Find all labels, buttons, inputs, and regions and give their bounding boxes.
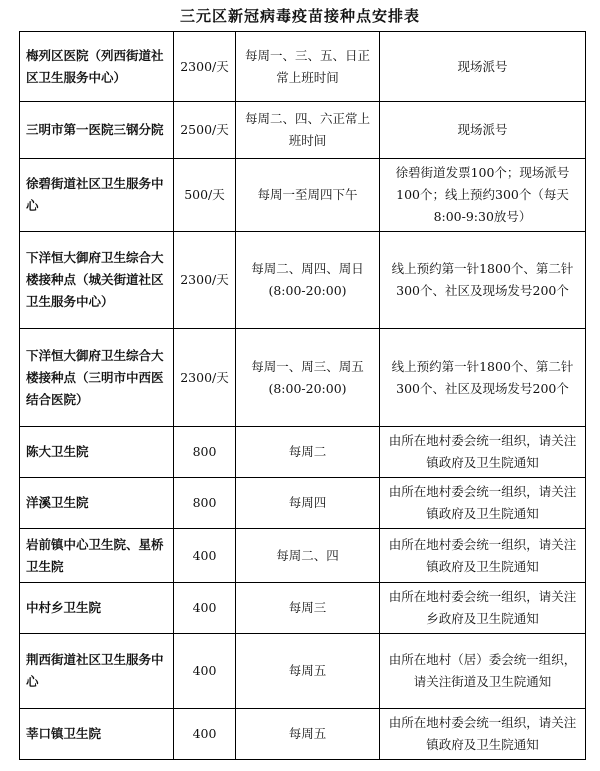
time-cell: 每周二、四	[236, 529, 380, 583]
table-row	[20, 102, 586, 159]
time-cell: 每周一、三、五、日正常上班时间	[236, 32, 380, 102]
quantity-cell: 2300/天	[174, 329, 236, 427]
site-cell: 洋溪卫生院	[20, 478, 174, 529]
note-cell: 现场派号	[380, 102, 586, 159]
site-cell: 下洋恒大御府卫生综合大楼接种点（城关街道社区卫生服务中心）	[20, 232, 174, 329]
table-row	[20, 583, 586, 634]
note-cell: 由所在地村委会统一组织，请关注镇政府及卫生院通知	[380, 478, 586, 529]
quantity-cell: 500/天	[174, 159, 236, 232]
table-row	[20, 634, 586, 709]
site-cell: 下洋恒大御府卫生综合大楼接种点（三明市中西医结合医院）	[20, 329, 174, 427]
note-cell: 由所在地村委会统一组织，请关注镇政府及卫生院通知	[380, 427, 586, 478]
time-cell: 每周五	[236, 709, 380, 760]
note-cell: 线上预约第一针1800个、第二针300个、社区及现场发号200个	[380, 329, 586, 427]
quantity-cell: 400	[174, 709, 236, 760]
quantity-cell: 400	[174, 634, 236, 709]
table-row	[20, 478, 586, 529]
site-cell: 岩前镇中心卫生院、星桥卫生院	[20, 529, 174, 583]
note-cell: 由所在地村委会统一组织，请关注镇政府及卫生院通知	[380, 709, 586, 760]
time-cell: 每周二、四、六正常上班时间	[236, 102, 380, 159]
time-cell: 每周四	[236, 478, 380, 529]
quantity-cell: 2500/天	[174, 102, 236, 159]
table-row	[20, 232, 586, 329]
site-cell: 陈大卫生院	[20, 427, 174, 478]
note-cell: 由所在地村委会统一组织，请关注镇政府及卫生院通知	[380, 529, 586, 583]
site-cell: 徐碧街道社区卫生服务中心	[20, 159, 174, 232]
quantity-cell: 2300/天	[174, 32, 236, 102]
site-cell: 三明市第一医院三钢分院	[20, 102, 174, 159]
site-cell: 中村乡卫生院	[20, 583, 174, 634]
table-row	[20, 709, 586, 760]
time-cell: 每周三	[236, 583, 380, 634]
quantity-cell: 800	[174, 427, 236, 478]
time-cell: 每周二	[236, 427, 380, 478]
table-row	[20, 329, 586, 427]
note-cell: 现场派号	[380, 32, 586, 102]
note-cell: 线上预约第一针1800个、第二针300个、社区及现场发号200个	[380, 232, 586, 329]
table-row	[20, 427, 586, 478]
site-cell: 梅列区医院（列西街道社区卫生服务中心）	[20, 32, 174, 102]
table-row	[20, 32, 586, 102]
schedule-table	[19, 31, 586, 760]
table-row	[20, 529, 586, 583]
time-cell: 每周一至周四下午	[236, 159, 380, 232]
site-cell: 莘口镇卫生院	[20, 709, 174, 760]
quantity-cell: 400	[174, 583, 236, 634]
quantity-cell: 400	[174, 529, 236, 583]
table-row	[20, 159, 586, 232]
time-cell: 每周一、周三、周五(8:00-20:00)	[236, 329, 380, 427]
site-cell: 荆西街道社区卫生服务中心	[20, 634, 174, 709]
note-cell: 由所在地村（居）委会统一组织，请关注街道及卫生院通知	[380, 634, 586, 709]
page-title: 三元区新冠病毒疫苗接种点安排表	[179, 7, 420, 25]
quantity-cell: 2300/天	[174, 232, 236, 329]
time-cell: 每周五	[236, 634, 380, 709]
quantity-cell: 800	[174, 478, 236, 529]
note-cell: 徐碧街道发票100个；现场派号100个；线上预约300个（每天8:00-9:30放号）	[380, 159, 586, 232]
time-cell: 每周二、周四、周日(8:00-20:00)	[236, 232, 380, 329]
note-cell: 由所在地村委会统一组织，请关注乡政府及卫生院通知	[380, 583, 586, 634]
